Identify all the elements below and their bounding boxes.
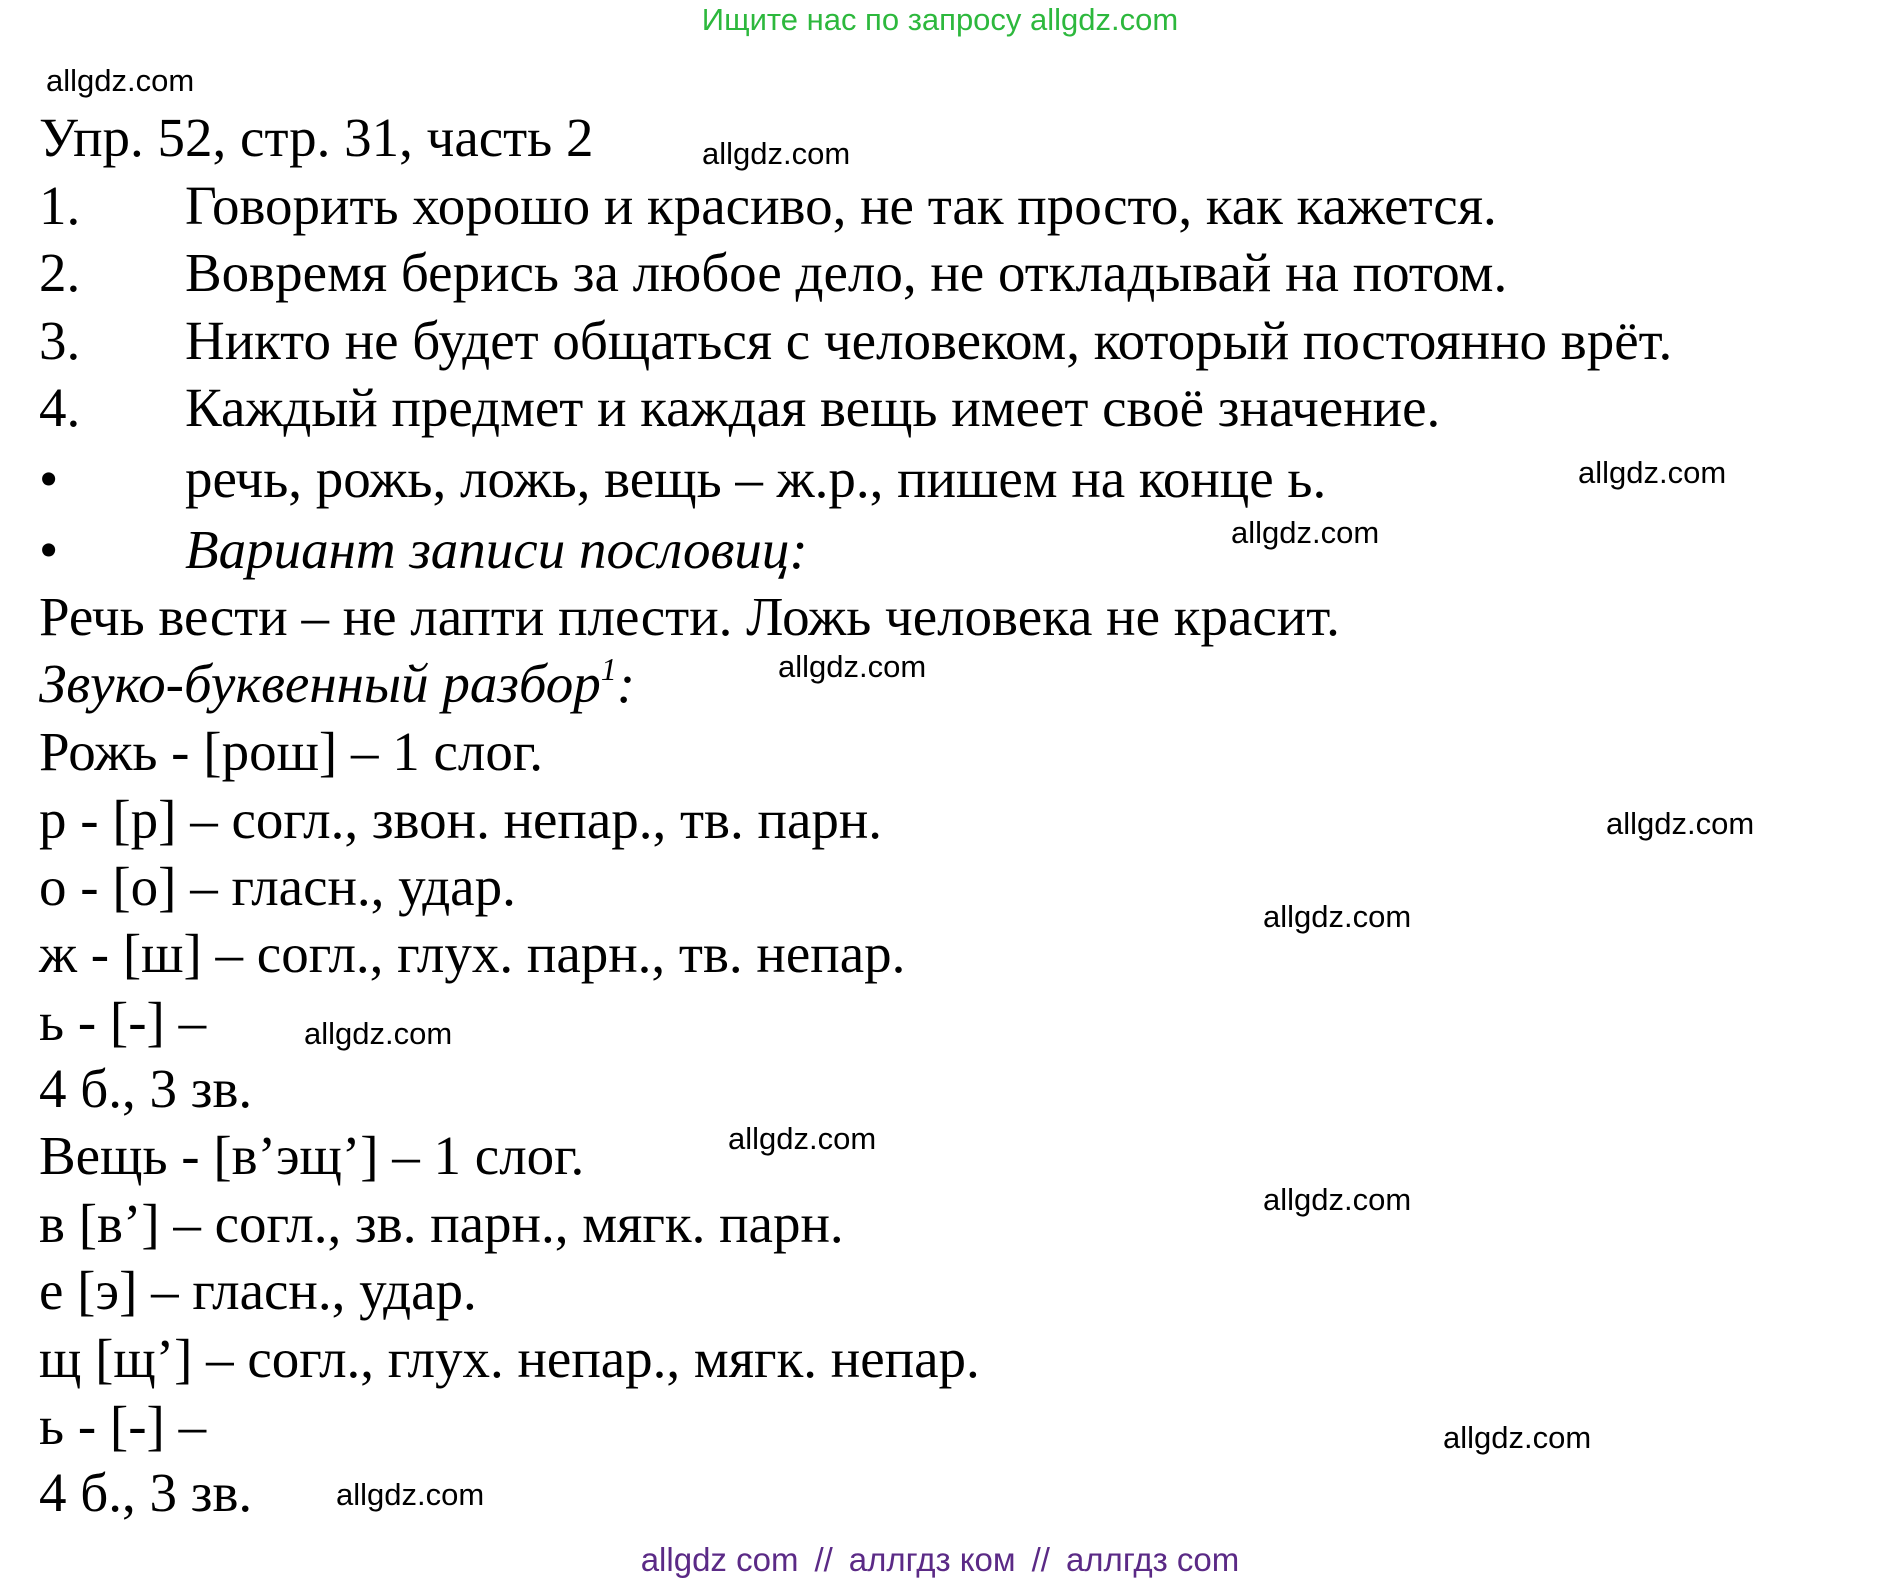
- bullet-text: Вариант записи пословиц:: [185, 519, 808, 580]
- footer-part: allgdz com: [640, 1541, 799, 1578]
- footer-separator: //: [1031, 1541, 1050, 1578]
- list-number: 2.: [39, 242, 81, 303]
- analysis-heading: [39, 652, 635, 716]
- watermark: allgdz.com: [304, 1016, 453, 1051]
- sentence-1: [39, 174, 1497, 238]
- bullet-proverb-variant: [39, 518, 808, 582]
- bullet-text: речь, рожь, ложь, вещь – ж.р., пишем на конце ь.: [185, 448, 1327, 509]
- footer-links: [0, 1542, 1880, 1578]
- sentence-text: Никто не будет общаться с человеком, который постоянно врёт.: [185, 310, 1673, 371]
- sentence-4: [39, 376, 1440, 440]
- sentence-text: Каждый предмет и каждая вещь имеет своё значение.: [185, 377, 1441, 438]
- letter-row: ь - [-] –: [39, 1395, 207, 1456]
- sentence-3: [39, 309, 1672, 373]
- letter-row: р - [р] – согл., звон. непар., тв. парн.: [39, 789, 883, 850]
- word-title: Рожь - [рош] – 1 слог.: [39, 721, 543, 782]
- letter-row: е [э] – гласн., удар.: [39, 1260, 477, 1321]
- watermark: allgdz.com: [702, 136, 851, 171]
- search-banner: Ищите нас по запросу allgdz.com: [701, 2, 1179, 37]
- sentence-text: Вовремя берись за любое дело, не откладывай на потом.: [185, 242, 1508, 303]
- letter-row: о - [о] – гласн., удар.: [39, 856, 516, 917]
- letter-row: ь - [-] –: [39, 991, 207, 1052]
- watermark: allgdz.com: [1606, 806, 1755, 841]
- sentence-text: Говорить хорошо и красиво, не так просто, как кажется.: [185, 175, 1497, 236]
- list-number: 3.: [39, 310, 81, 371]
- watermark: allgdz.com: [1231, 515, 1380, 550]
- word-summary: 4 б., 3 зв.: [39, 1462, 253, 1523]
- watermark: allgdz.com: [1578, 455, 1727, 490]
- bullet-gender-note: [39, 447, 1326, 511]
- watermark: allgdz.com: [336, 1477, 485, 1512]
- word-title: Вещь - [в’эщ’] – 1 слог.: [39, 1125, 585, 1186]
- watermark: allgdz.com: [778, 649, 927, 684]
- watermark: allgdz.com: [46, 63, 195, 98]
- footer-part: аллгдз ком: [848, 1541, 1016, 1578]
- analysis-heading-suffix: :: [616, 653, 636, 714]
- footnote-mark: 1: [600, 651, 617, 687]
- sentence-2: [39, 241, 1507, 305]
- word-summary: 4 б., 3 зв.: [39, 1058, 253, 1119]
- letter-row: ж - [ш] – согл., глух. парн., тв. непар.: [39, 923, 906, 984]
- bullet-icon: •: [39, 519, 59, 580]
- footer-part: аллгдз com: [1065, 1541, 1240, 1578]
- watermark: allgdz.com: [728, 1121, 877, 1156]
- bullet-icon: •: [39, 448, 59, 509]
- watermark: allgdz.com: [1263, 899, 1412, 934]
- letter-row: в [в’] – согл., зв. парн., мягк. парн.: [39, 1193, 844, 1254]
- exercise-title: Упр. 52, стр. 31, часть 2: [39, 107, 594, 168]
- proverbs: Речь вести – не лапти плести. Ложь человека не красит.: [39, 586, 1340, 647]
- list-number: 4.: [39, 377, 81, 438]
- watermark: allgdz.com: [1263, 1182, 1412, 1217]
- analysis-heading-text: Звуко-буквенный разбор: [39, 653, 601, 714]
- watermark: allgdz.com: [1443, 1420, 1592, 1455]
- footer-separator: //: [814, 1541, 833, 1578]
- letter-row: щ [щ’] – согл., глух. непар., мягк. непар.: [39, 1328, 980, 1389]
- list-number: 1.: [39, 175, 81, 236]
